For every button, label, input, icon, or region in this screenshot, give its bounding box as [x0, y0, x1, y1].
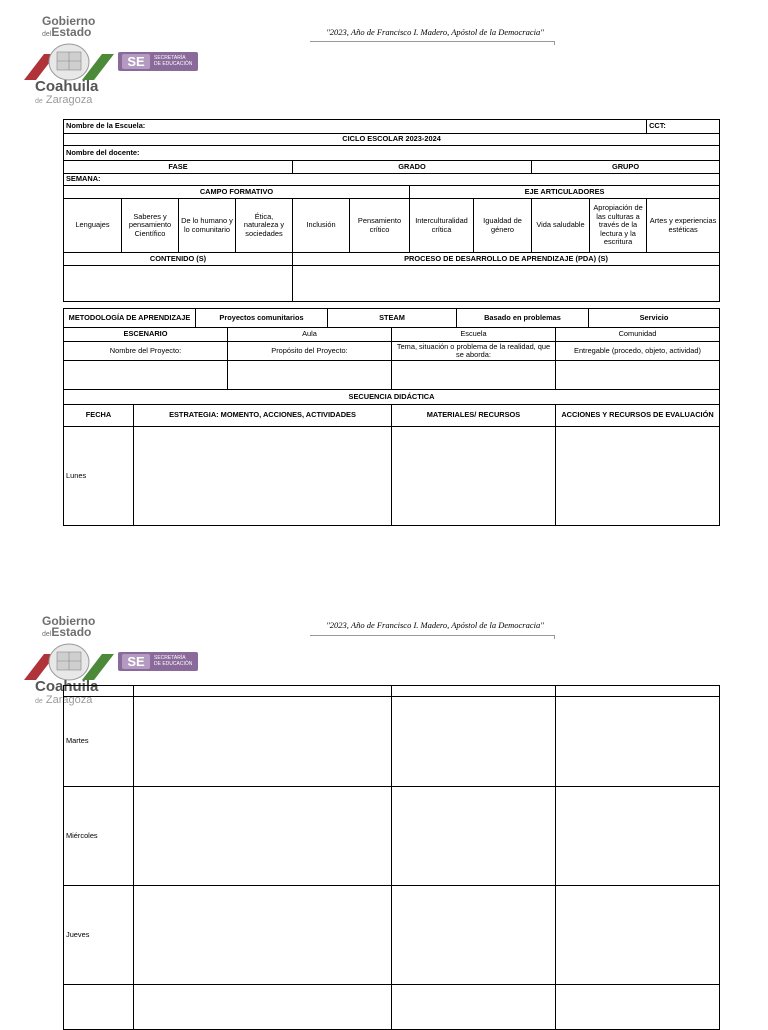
pda-field[interactable]	[293, 266, 720, 302]
motto-text: "2023, Año de Francisco I. Madero, Apóstol de la Democracia"	[326, 620, 544, 630]
grupo-label: GRUPO	[532, 161, 720, 174]
se-label: SE	[122, 54, 150, 69]
pda-header: PROCESO DE DESARROLLO DE APRENDIZAJE (PDA) (S)	[293, 253, 720, 266]
eje-vida-saludable: Vida saludable	[532, 199, 590, 253]
fase-label: FASE	[64, 161, 293, 174]
page1-header	[0, 0, 768, 115]
day-miercoles: Miércoles	[64, 787, 134, 886]
docente-label: Nombre del docente:	[64, 146, 720, 161]
motto-underline	[310, 635, 554, 636]
continued-header-cell	[64, 686, 134, 697]
logo-zaragoza-text: de Zaragoza	[35, 694, 93, 706]
eje-pensamiento-critico: Pensamiento crítico	[350, 199, 410, 253]
contenido-field[interactable]	[64, 266, 293, 302]
eje-inclusion: Inclusión	[293, 199, 350, 253]
next-day-cell[interactable]	[64, 985, 134, 1030]
eje-igualdad-genero: Igualdad de género	[474, 199, 532, 253]
proyecto-tema-label: Tema, situación o problema de la realidad, que se aborda:	[392, 342, 556, 361]
secuencia-table-continued	[63, 685, 720, 1030]
martes-estrategia-field[interactable]	[134, 697, 392, 787]
planning-form	[63, 119, 720, 302]
next-materiales-field[interactable]	[392, 985, 556, 1030]
metodo-proyectos: Proyectos comunitarios	[196, 309, 328, 328]
se-label: SE	[122, 654, 150, 669]
campo-lenguajes: Lenguajes	[64, 199, 122, 253]
escenario-table	[63, 327, 720, 390]
next-estrategia-field[interactable]	[134, 985, 392, 1030]
ciclo-escolar: CICLO ESCOLAR 2023-2024	[64, 134, 720, 146]
metodologia-label: METODOLOGÍA DE APRENDIZAJE	[64, 309, 196, 328]
lunes-estrategia-field[interactable]	[134, 427, 392, 526]
logo-estado-text: delEstado	[42, 625, 92, 639]
eje-artes: Artes y experiencias estéticas	[647, 199, 720, 253]
secretaria-label: SECRETARÍA DE EDUCACIÓN	[154, 55, 193, 67]
escenario-label: ESCENARIO	[64, 328, 228, 342]
secuencia-header: SECUENCIA DIDÁCTICA	[64, 390, 720, 405]
logo-coahuila-text: Coahuila	[35, 78, 99, 95]
fecha-header: FECHA	[64, 405, 134, 427]
grado-label: GRADO	[293, 161, 532, 174]
se-badge	[118, 52, 198, 71]
campo-etica: Ética, naturaleza y sociedades	[236, 199, 293, 253]
motto-tick	[554, 41, 555, 45]
proyecto-entregable-field[interactable]	[556, 361, 720, 390]
secuencia-table	[63, 389, 720, 526]
logo-estado-text: delEstado	[42, 25, 92, 39]
continued-header-cell	[556, 686, 720, 697]
escuela-label: Nombre de la Escuela:	[64, 120, 647, 134]
jueves-materiales-field[interactable]	[392, 886, 556, 985]
continued-header-cell	[134, 686, 392, 697]
cct-label: CCT:	[647, 120, 720, 134]
campo-saberes: Saberes y pensamiento Científico	[122, 199, 179, 253]
eje-interculturalidad: Interculturalidad crítica	[410, 199, 474, 253]
escenario-comunidad: Comunidad	[556, 328, 720, 342]
secretaria-label: SECRETARÍA DE EDUCACIÓN	[154, 655, 193, 667]
contenido-header: CONTENIDO (S)	[64, 253, 293, 266]
proyecto-entregable-label: Entregable (procedo, objeto, actividad)	[556, 342, 720, 361]
proyecto-tema-field[interactable]	[392, 361, 556, 390]
jueves-estrategia-field[interactable]	[134, 886, 392, 985]
proyecto-nombre-field[interactable]	[64, 361, 228, 390]
day-lunes: Lunes	[64, 427, 134, 526]
logo-coahuila-text: Coahuila	[35, 678, 99, 695]
logo-gobierno-text: Gobierno	[42, 614, 96, 628]
metodo-problemas: Basado en problemas	[457, 309, 589, 328]
estrategia-header: ESTRATEGIA: MOMENTO, ACCIONES, ACTIVIDADES	[134, 405, 392, 427]
jueves-evaluacion-field[interactable]	[556, 886, 720, 985]
lunes-evaluacion-field[interactable]	[556, 427, 720, 526]
logo-gobierno-text: Gobierno	[42, 14, 96, 28]
coat-of-arms-icon	[22, 642, 122, 682]
se-badge	[118, 652, 198, 671]
next-evaluacion-field[interactable]	[556, 985, 720, 1030]
acciones-header: ACCIONES Y RECURSOS DE EVALUACIÓN	[556, 405, 720, 427]
miercoles-estrategia-field[interactable]	[134, 787, 392, 886]
proyecto-proposito-field[interactable]	[228, 361, 392, 390]
escenario-aula: Aula	[228, 328, 392, 342]
martes-evaluacion-field[interactable]	[556, 697, 720, 787]
coat-of-arms-icon	[22, 42, 122, 82]
metodo-servicio: Servicio	[589, 309, 720, 328]
methodology-table	[63, 308, 720, 328]
motto-underline	[310, 41, 554, 42]
day-jueves: Jueves	[64, 886, 134, 985]
campo-formativo-header: CAMPO FORMATIVO	[64, 186, 410, 199]
materiales-header: MATERIALES/ RECURSOS	[392, 405, 556, 427]
proyecto-nombre-label: Nombre del Proyecto:	[64, 342, 228, 361]
continued-header-cell	[392, 686, 556, 697]
martes-materiales-field[interactable]	[392, 697, 556, 787]
motto-tick	[554, 635, 555, 639]
miercoles-evaluacion-field[interactable]	[556, 787, 720, 886]
escenario-escuela: Escuela	[392, 328, 556, 342]
eje-apropiacion-culturas: Apropiación de las culturas a través de la lectura y la escritura	[590, 199, 647, 253]
campo-humano: De lo humano y lo comunitario	[179, 199, 236, 253]
gobierno-coahuila-logo	[22, 12, 202, 112]
day-martes: Martes	[64, 697, 134, 787]
eje-articuladores-header: EJE ARTICULADORES	[410, 186, 720, 199]
metodo-steam: STEAM	[328, 309, 457, 328]
proyecto-proposito-label: Propósito del Proyecto:	[228, 342, 392, 361]
miercoles-materiales-field[interactable]	[392, 787, 556, 886]
motto-text: "2023, Año de Francisco I. Madero, Apóstol de la Democracia"	[326, 27, 544, 37]
semana-label: SEMANA:	[64, 174, 720, 186]
lunes-materiales-field[interactable]	[392, 427, 556, 526]
logo-zaragoza-text: de Zaragoza	[35, 94, 93, 106]
